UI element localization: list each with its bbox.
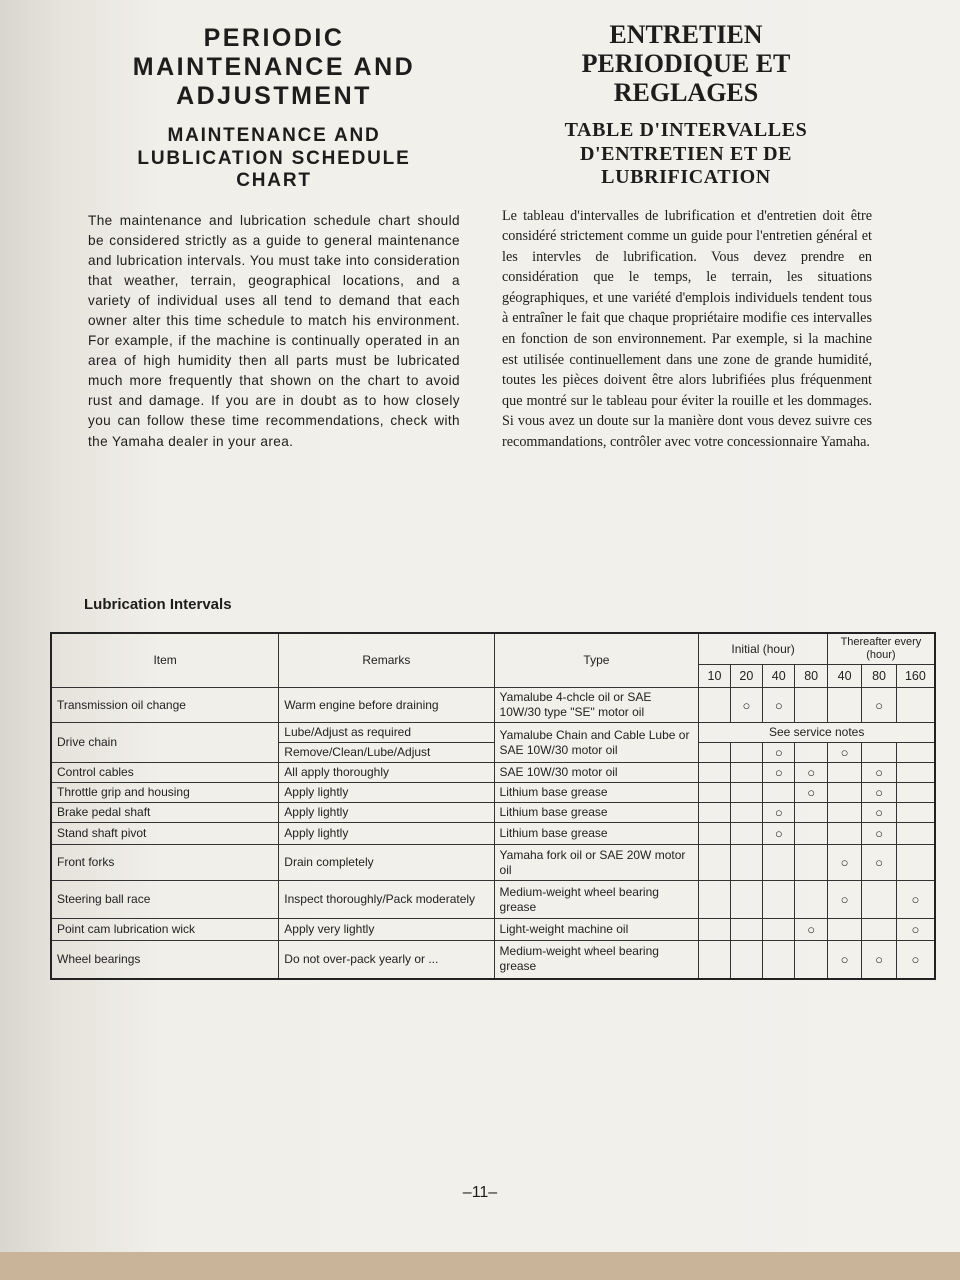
lubrication-table <box>50 632 936 980</box>
interval-cell <box>827 803 861 823</box>
interval-cell <box>730 845 762 881</box>
interval-cell <box>730 941 762 979</box>
interval-cell <box>699 881 730 919</box>
table-row <box>51 845 935 881</box>
item-cell: Transmission oil change <box>51 688 279 723</box>
interval-cell <box>763 919 795 941</box>
header-remarks: Remarks <box>279 633 494 688</box>
interval-cell <box>763 783 795 803</box>
remarks-cell: Apply very lightly <box>279 919 494 941</box>
interval-cell <box>730 763 762 783</box>
interval-cell <box>827 823 861 845</box>
english-body: The maintenance and lubrication schedule chart should be considered strictly as a guide to general maintenance and lubrication intervals. You must take into consideration that weather, terrain, geographical locations, and a variety of individual uses all tend to demand that each owner alter this time schedule to match his environment. For example, if the machine is continually operated in an area of high humidity then all parts must be lubricated much more frequently that shown on the chart to avoid rust and damage. If you are in doubt as to how closely you can follow these time recommendations, check with the Yamaha dealer in your area. <box>88 212 460 449</box>
type-cell: SAE 10W/30 motor oil <box>494 763 699 783</box>
table-title: Lubrication Intervals <box>84 596 232 613</box>
interval-mark: ○ <box>763 743 795 763</box>
table-row <box>51 803 935 823</box>
table-row <box>51 763 935 783</box>
interval-mark: ○ <box>862 941 896 979</box>
interval-cell <box>827 783 861 803</box>
interval-mark: ○ <box>862 688 896 723</box>
interval-mark: ○ <box>795 919 827 941</box>
remarks-cell: Apply lightly <box>279 823 494 845</box>
interval-mark: ○ <box>827 941 861 979</box>
table-row <box>51 783 935 803</box>
item-cell: Point cam lubrication wick <box>51 919 279 941</box>
table-row <box>51 941 935 979</box>
interval-mark: ○ <box>730 688 762 723</box>
header-thereafter: Thereafter every (hour) <box>827 633 935 665</box>
interval-mark: ○ <box>827 743 861 763</box>
type-cell: Yamalube Chain and Cable Lube or SAE 10W/30 motor oil <box>494 723 699 763</box>
interval-cell <box>896 783 935 803</box>
interval-mark: ○ <box>862 783 896 803</box>
interval-mark: ○ <box>896 919 935 941</box>
interval-mark: ○ <box>896 941 935 979</box>
interval-mark: ○ <box>827 845 861 881</box>
interval-mark: ○ <box>862 823 896 845</box>
table-row <box>51 823 935 845</box>
interval-cell <box>730 743 762 763</box>
service-notes-cell: See service notes <box>699 723 935 743</box>
english-column <box>88 20 460 452</box>
item-cell: Wheel bearings <box>51 941 279 979</box>
french-body: Le tableau d'intervalles de lubrification et d'entretien doit être considéré strictement comme un guide pour l'entretien général et les intervles de lubrification. Vous devez prendre en considération que le temps, le terrain, les situations géographiques, et une variété d'emplois individuels tendent tous à entraîner le fait que chaque propriétaire modifie ces intervalles en fonction de son environnement. Par exemple, si la machine est utilisée continuellement dans une zone de grande humidité, toutes les pièces doivent être alors lubrifiées plus fréquenment que montré sur le tableau pour éviter la rouille et les dommages. Si vous avez un doute sur la manière dont vous devez suivre ces recommandations, contrôler avec votre concessionnaire Yamaha. <box>502 207 872 451</box>
interval-mark: ○ <box>827 881 861 919</box>
interval-cell <box>827 688 861 723</box>
interval-mark: ○ <box>795 763 827 783</box>
interval-cell <box>730 823 762 845</box>
interval-cell <box>699 845 730 881</box>
interval-cell <box>795 688 827 723</box>
interval-cell <box>795 803 827 823</box>
interval-mark: ○ <box>862 845 896 881</box>
type-cell: Medium-weight wheel bearing grease <box>494 941 699 979</box>
remarks-cell: Apply lightly <box>279 803 494 823</box>
interval-mark: ○ <box>763 688 795 723</box>
type-cell: Yamaha fork oil or SAE 20W motor oil <box>494 845 699 881</box>
interval-cell <box>795 823 827 845</box>
table-header-row <box>51 633 935 665</box>
interval-mark: ○ <box>763 803 795 823</box>
interval-cell <box>896 688 935 723</box>
remarks-cell: Do not over-pack yearly or ... <box>279 941 494 979</box>
item-cell: Steering ball race <box>51 881 279 919</box>
interval-mark: ○ <box>862 763 896 783</box>
table-row <box>51 881 935 919</box>
interval-mark: ○ <box>763 763 795 783</box>
interval-header: 40 <box>763 665 795 688</box>
english-subtitle: MAINTENANCE AND LUBLICATION SCHEDULE CHART <box>137 125 411 191</box>
interval-cell <box>795 941 827 979</box>
interval-cell <box>896 763 935 783</box>
interval-mark: ○ <box>896 881 935 919</box>
interval-cell <box>763 941 795 979</box>
french-title: ENTRETIEN PERIODIQUE ET REGLAGES <box>581 20 791 107</box>
interval-cell <box>795 743 827 763</box>
interval-cell <box>730 783 762 803</box>
remarks-cell: All apply thoroughly <box>279 763 494 783</box>
item-cell: Brake pedal shaft <box>51 803 279 823</box>
interval-cell <box>896 845 935 881</box>
interval-cell <box>827 919 861 941</box>
interval-cell <box>763 845 795 881</box>
interval-cell <box>699 688 730 723</box>
remarks-cell: Apply lightly <box>279 783 494 803</box>
interval-cell <box>862 919 896 941</box>
header-item: Item <box>51 633 279 688</box>
interval-mark: ○ <box>763 823 795 845</box>
interval-header: 20 <box>730 665 762 688</box>
remarks-cell: Inspect thoroughly/Pack moderately <box>279 881 494 919</box>
remarks-cell: Lube/Adjust as required <box>279 723 494 743</box>
interval-cell <box>763 881 795 919</box>
interval-cell <box>699 763 730 783</box>
type-cell: Lithium base grease <box>494 823 699 845</box>
table-row <box>51 919 935 941</box>
french-subtitle: TABLE D'INTERVALLES D'ENTRETIEN ET DE LUBRIFICATION <box>564 119 808 188</box>
interval-header: 80 <box>862 665 896 688</box>
item-cell: Front forks <box>51 845 279 881</box>
interval-cell <box>699 941 730 979</box>
type-cell: Yamalube 4-chcle oil or SAE 10W/30 type "SE" motor oil <box>494 688 699 723</box>
interval-cell <box>699 803 730 823</box>
interval-cell <box>896 823 935 845</box>
remarks-cell: Drain completely <box>279 845 494 881</box>
interval-cell <box>896 803 935 823</box>
interval-cell <box>699 919 730 941</box>
item-cell: Control cables <box>51 763 279 783</box>
page-number: –11– <box>462 1184 498 1201</box>
interval-header: 80 <box>795 665 827 688</box>
interval-cell <box>730 803 762 823</box>
interval-cell <box>795 881 827 919</box>
table-body <box>51 688 935 979</box>
item-cell: Stand shaft pivot <box>51 823 279 845</box>
interval-cell <box>795 845 827 881</box>
interval-mark: ○ <box>795 783 827 803</box>
header-initial: Initial (hour) <box>699 633 828 665</box>
interval-cell <box>699 823 730 845</box>
interval-cell <box>730 919 762 941</box>
remarks-cell: Remove/Clean/Lube/Adjust <box>279 743 494 763</box>
remarks-cell: Warm engine before draining <box>279 688 494 723</box>
interval-cell <box>896 743 935 763</box>
item-cell: Drive chain <box>51 723 279 763</box>
type-cell: Lithium base grease <box>494 783 699 803</box>
interval-header: 40 <box>827 665 861 688</box>
type-cell: Light-weight machine oil <box>494 919 699 941</box>
table-row <box>51 688 935 723</box>
interval-cell <box>862 743 896 763</box>
table-surface-background <box>0 1252 960 1280</box>
type-cell: Medium-weight wheel bearing grease <box>494 881 699 919</box>
interval-cell <box>699 783 730 803</box>
type-cell: Lithium base grease <box>494 803 699 823</box>
interval-cell <box>730 881 762 919</box>
interval-header: 10 <box>699 665 730 688</box>
item-cell: Throttle grip and housing <box>51 783 279 803</box>
interval-cell <box>862 881 896 919</box>
interval-cell <box>699 743 730 763</box>
interval-cell <box>827 763 861 783</box>
table-row <box>51 723 935 743</box>
english-title: PERIODIC MAINTENANCE AND ADJUSTMENT <box>132 24 416 110</box>
interval-header: 160 <box>896 665 935 688</box>
interval-mark: ○ <box>862 803 896 823</box>
french-column <box>500 20 872 453</box>
header-type: Type <box>494 633 699 688</box>
